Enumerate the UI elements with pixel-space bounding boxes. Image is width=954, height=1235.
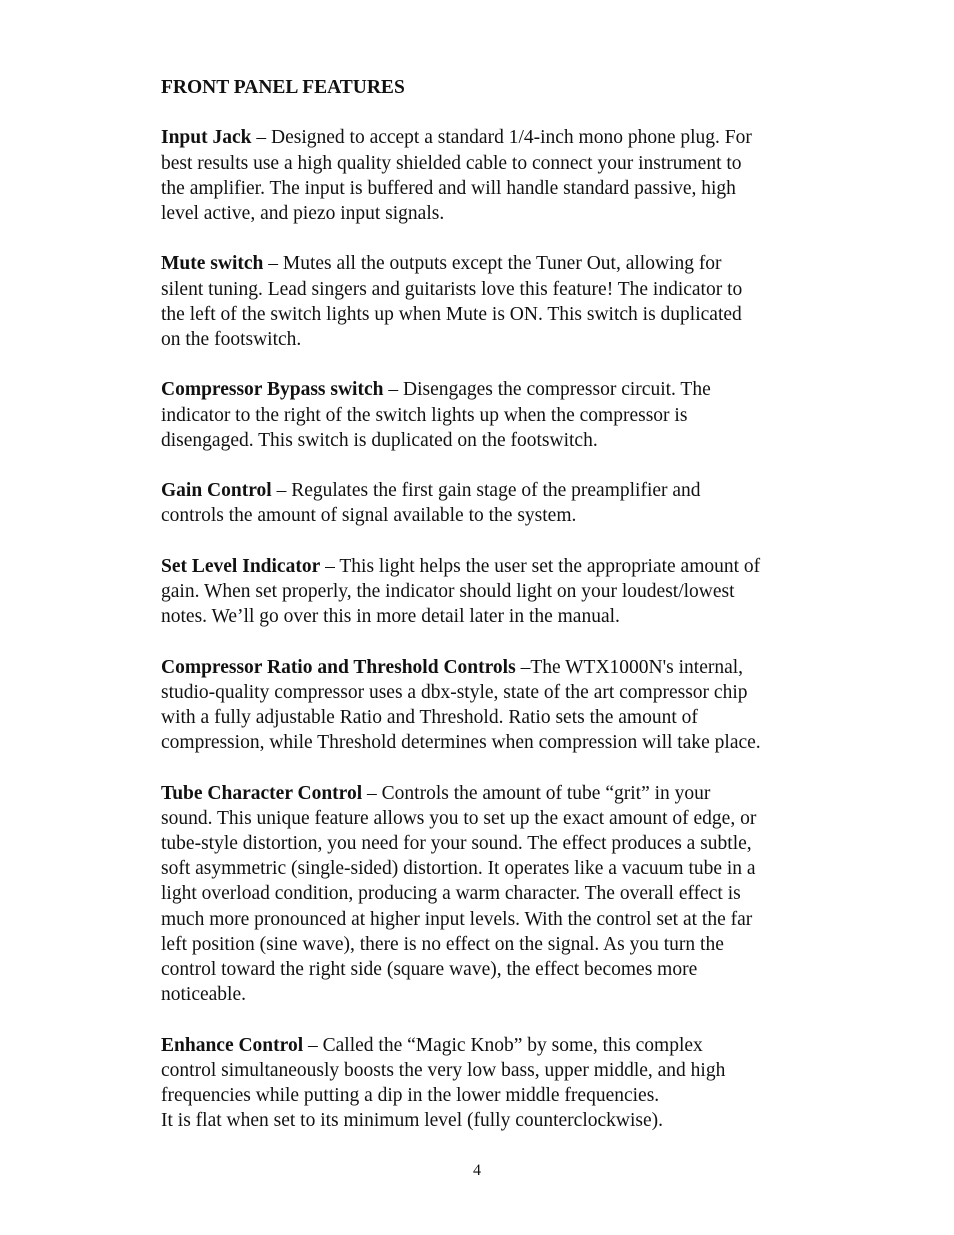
feature-paragraph <box>161 781 851 1008</box>
feature-term: Gain Control <box>161 480 272 502</box>
feature-line: the amplifier. The input is buffered and will handle standard passive, high <box>161 177 736 199</box>
feature-line <box>161 478 851 503</box>
feature-line <box>161 781 851 806</box>
feature-term: Tube Character Control <box>161 782 363 804</box>
feature-line: studio-quality compressor uses a dbx-style, state of the art compressor chip <box>161 681 748 703</box>
feature-line: frequencies while putting a dip in the lower middle frequencies. <box>161 1085 660 1106</box>
feature-description: – Controls the amount of tube “grit” in your <box>362 782 711 804</box>
feature-description: – Mutes all the outputs except the Tuner Out, allowing for <box>263 253 722 275</box>
feature-line: light overload condition, producing a warm character. The overall effect is <box>161 883 741 905</box>
feature-paragraph <box>161 554 851 630</box>
feature-list <box>161 125 851 1133</box>
feature-term: Set Level Indicator <box>161 555 321 577</box>
feature-description: – Designed to accept a standard 1/4-inch mono phone plug. For <box>251 127 752 149</box>
feature-line: tube-style distortion, you need for your sound. The effect produces a subtle, <box>161 832 752 854</box>
feature-line: control simultaneously boosts the very low bass, upper middle, and high <box>161 1059 726 1081</box>
page-number: 4 <box>473 1162 481 1179</box>
feature-description: – Regulates the first gain stage of the preamplifier and <box>271 480 701 502</box>
feature-description: – Called the “Magic Knob” by some, this complex <box>303 1034 703 1056</box>
feature-line <box>161 655 851 680</box>
feature-line <box>161 377 851 402</box>
feature-line: the left of the switch lights up when Mute is ON. This switch is duplicated <box>161 303 742 325</box>
feature-line: much more pronounced at higher input levels. With the control set at the far <box>161 908 753 930</box>
feature-line <box>161 1033 851 1058</box>
feature-line: level active, and piezo input signals. <box>161 203 445 224</box>
feature-line: gain. When set properly, the indicator should light on your loudest/lowest <box>161 580 735 602</box>
feature-description: – Disengages the compressor circuit. The <box>383 379 711 401</box>
manual-page <box>161 75 851 1159</box>
feature-line: soft asymmetric (single-sided) distortion. It operates like a vacuum tube in a <box>161 858 756 880</box>
feature-paragraph <box>161 377 851 453</box>
feature-line: best results use a high quality shielded cable to connect your instrument to <box>161 152 742 174</box>
feature-line: controls the amount of signal available to the system. <box>161 505 577 527</box>
feature-paragraph <box>161 655 851 756</box>
section-heading: FRONT PANEL FEATURES <box>161 77 405 98</box>
feature-description: –The WTX1000N's internal, <box>515 656 744 678</box>
feature-line: indicator to the right of the switch lights up when the compressor is <box>161 404 688 426</box>
feature-line: silent tuning. Lead singers and guitarists love this feature! The indicator to <box>161 278 743 300</box>
feature-line: It is flat when set to its minimum level (fully counterclockwise). <box>161 1110 664 1132</box>
feature-line <box>161 251 851 276</box>
feature-line: control toward the right side (square wave), the effect becomes more <box>161 959 698 980</box>
feature-line: noticeable. <box>161 984 246 1006</box>
feature-term: Mute switch <box>161 253 264 275</box>
feature-term: Input Jack <box>161 127 252 149</box>
feature-term: Compressor Ratio and Threshold Controls <box>161 656 516 678</box>
feature-line: disengaged. This switch is duplicated on the footswitch. <box>161 429 598 451</box>
feature-term: Enhance Control <box>161 1034 304 1056</box>
feature-line <box>161 554 851 579</box>
feature-line: on the footswitch. <box>161 329 302 350</box>
feature-paragraph <box>161 1033 851 1134</box>
feature-line: sound. This unique feature allows you to set up the exact amount of edge, or <box>161 807 757 829</box>
feature-term: Compressor Bypass switch <box>161 379 384 401</box>
feature-paragraph <box>161 251 851 352</box>
feature-line: with a fully adjustable Ratio and Threshold. Ratio sets the amount of <box>161 706 698 728</box>
feature-line: compression, while Threshold determines when compression will take place. <box>161 732 761 754</box>
feature-description: – This light helps the user set the appropriate amount of <box>320 555 761 577</box>
feature-line: notes. We’ll go over this in more detail later in the manual. <box>161 606 620 628</box>
feature-paragraph <box>161 125 851 226</box>
feature-line <box>161 125 851 150</box>
feature-paragraph <box>161 478 851 528</box>
feature-line: left position (sine wave), there is no effect on the signal. As you turn the <box>161 933 724 955</box>
